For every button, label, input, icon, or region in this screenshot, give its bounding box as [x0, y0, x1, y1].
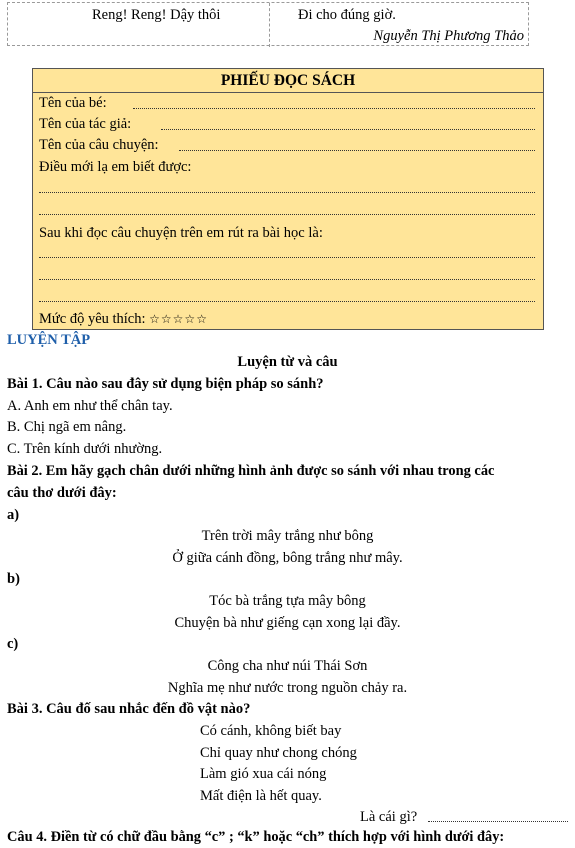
- ex1-question: Bài 1. Câu nào sau đây sử dụng biện pháp so sánh?: [7, 376, 324, 392]
- poem-line-left: Reng! Reng! Dậy thôi: [92, 7, 221, 23]
- reading-card: [32, 68, 544, 330]
- lesson-blank-2[interactable]: [39, 279, 535, 280]
- ex2-part-c-label: c): [7, 636, 19, 652]
- ex2-part-b-label: b): [7, 571, 20, 587]
- rating-row: [39, 309, 537, 329]
- card-title: PHIẾU ĐỌC SÁCH: [33, 69, 543, 93]
- story-blank[interactable]: [179, 150, 535, 151]
- ex2-part-c-line1: Công cha như núi Thái Sơn: [207, 658, 368, 674]
- lesson-blank-1[interactable]: [39, 257, 535, 258]
- ex2-part-b-line1: Tóc bà trắng tựa mây bông: [209, 593, 366, 609]
- new-things-blank-1[interactable]: [39, 192, 535, 193]
- riddle-answer-label: Là cái gì?: [360, 809, 418, 825]
- ex2-part-b-line2: Chuyện bà như giếng cạn xong lại đầy.: [174, 615, 401, 631]
- ex2-question-line2: câu thơ dưới đây:: [7, 485, 117, 501]
- ex2-part-c-line2: Nghĩa mẹ như nước trong nguồn chảy ra.: [167, 680, 408, 696]
- riddle-line-4: Mất điện là hết quay.: [200, 788, 322, 804]
- lesson-blank-3[interactable]: [39, 301, 535, 302]
- riddle-answer-blank[interactable]: [428, 821, 568, 822]
- story-row: [39, 135, 537, 155]
- new-things-blank-2[interactable]: [39, 214, 535, 215]
- ex1-option-c: C. Trên kính dưới nhường.: [7, 441, 163, 457]
- practice-subheading: Luyện từ và câu: [237, 354, 338, 370]
- author-label: Tên của tác giả:: [39, 116, 132, 132]
- poem-author: Nguyễn Thị Phương Thảo: [373, 28, 524, 44]
- rating-label: Mức độ yêu thích:: [39, 311, 150, 327]
- author-blank[interactable]: [161, 129, 535, 130]
- child-name-blank[interactable]: [133, 108, 535, 109]
- poem-box: [7, 2, 529, 46]
- child-name-row: [39, 93, 537, 113]
- new-things-row: [39, 157, 537, 177]
- ex2-part-a-line2: Ở giữa cánh đồng, bông trắng như mây.: [172, 550, 403, 566]
- story-label: Tên của câu chuyện:: [39, 137, 159, 153]
- new-things-label: Điều mới lạ em biết được:: [39, 159, 192, 175]
- ex3-question: Bài 3. Câu đố sau nhắc đến đồ vật nào?: [7, 701, 251, 717]
- star-rating-icon[interactable]: ☆☆☆☆☆: [149, 312, 208, 326]
- riddle-line-2: Chỉ quay như chong chóng: [200, 745, 357, 761]
- lesson-label: Sau khi đọc câu chuyện trên em rút ra bài học là:: [39, 225, 323, 241]
- lesson-row: [39, 223, 537, 243]
- ex2-part-a-label: a): [7, 507, 20, 523]
- poem-line-right: Đi cho đúng giờ.: [298, 7, 396, 23]
- ex2-question-line1: Bài 2. Em hãy gạch chân dưới những hình ảnh được so sánh với nhau trong các: [7, 463, 495, 479]
- poem-divider: [269, 3, 270, 47]
- ex1-option-a: A. Anh em như thể chân tay.: [7, 398, 173, 414]
- child-name-label: Tên của bé:: [39, 95, 107, 111]
- ex4-question: Câu 4. Điền từ có chữ đầu bằng “c” ; “k” hoặc “ch” thích hợp với hình dưới đây:: [7, 829, 505, 845]
- practice-heading: LUYỆN TẬP: [7, 332, 91, 348]
- riddle-line-3: Làm gió xua cái nóng: [200, 766, 327, 782]
- riddle-line-1: Có cánh, không biết bay: [200, 723, 342, 739]
- ex1-option-b: B. Chị ngã em nâng.: [7, 419, 127, 435]
- author-row: [39, 114, 537, 134]
- ex2-part-a-line1: Trên trời mây trắng như bông: [201, 528, 374, 544]
